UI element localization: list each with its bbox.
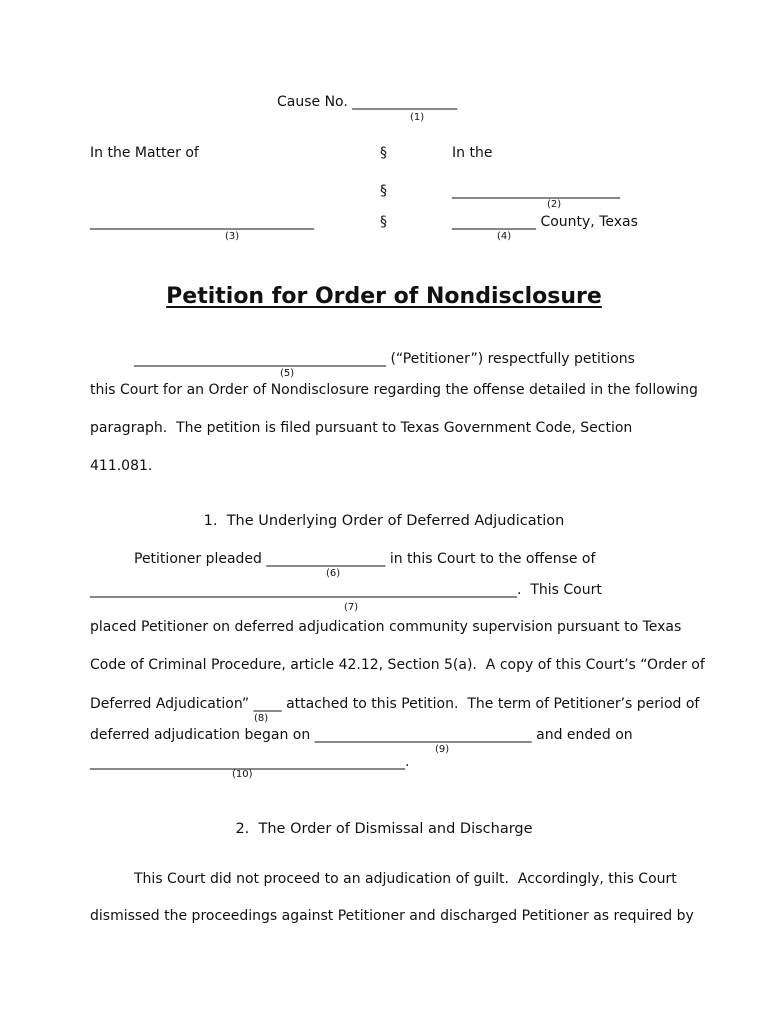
section-symbol: § (380, 145, 387, 161)
section-symbol: § (380, 214, 387, 230)
section-1-line-1: Petitioner pleaded _________________ in this Court to the offense of (134, 551, 596, 567)
footnote-marker-5: (5) (280, 368, 295, 379)
section-1-line-6: deferred adjudication began on _______________________________ and ended on (90, 727, 633, 743)
intro-line-2: this Court for an Order of Nondisclosure regarding the offense detailed in the following (90, 382, 698, 398)
section-1-line-5: Deferred Adjudication” ____ attached to this Petition. The term of Petitioner’s period of (90, 696, 700, 712)
matter-of-label: In the Matter of (90, 145, 199, 161)
footnote-marker-3: (3) (225, 231, 240, 242)
section-1-line-3: placed Petitioner on deferred adjudication community supervision pursuant to Texas (90, 619, 682, 635)
footnote-marker-6: (6) (326, 568, 341, 579)
intro-line-4: 411.081. (90, 458, 153, 474)
footnote-marker-7: (7) (344, 602, 359, 613)
section-2-line-1: This Court did not proceed to an adjudication of guilt. Accordingly, this Court (134, 871, 677, 887)
section-2-line-2: dismissed the proceedings against Petitioner and discharged Petitioner as required by (90, 908, 694, 924)
cause-number-line: Cause No. _______________ (277, 94, 458, 110)
intro-line-3: paragraph. The petition is filed pursuant to Texas Government Code, Section (90, 420, 633, 436)
footnote-marker-4: (4) (497, 231, 512, 242)
section-1-heading: 1. The Underlying Order of Deferred Adjudication (203, 513, 565, 529)
footnote-marker-1: (1) (410, 112, 425, 123)
footnote-marker-8: (8) (254, 713, 269, 724)
footnote-marker-2: (2) (547, 199, 562, 210)
section-1-line-7: _____________________________________________. (90, 754, 410, 770)
footnote-marker-10: (10) (232, 769, 253, 780)
intro-line-1: ____________________________________ (“Petitioner”) respectfully petitions (134, 351, 635, 367)
court-name-blank: ________________________ (452, 183, 620, 199)
in-the-label: In the (452, 145, 493, 161)
document-title: Petition for Order of Nondisclosure (166, 284, 602, 309)
section-1-line-2: _____________________________________________________________. This Court (90, 582, 602, 598)
section-2-heading: 2. The Order of Dismissal and Discharge (235, 821, 533, 837)
footnote-marker-9: (9) (435, 744, 450, 755)
section-symbol: § (380, 183, 387, 199)
county-line: ____________ County, Texas (452, 214, 638, 230)
petitioner-name-blank: ________________________________ (90, 214, 314, 230)
section-1-line-4: Code of Criminal Procedure, article 42.12, Section 5(a). A copy of this Court’s “Order of (90, 657, 705, 673)
